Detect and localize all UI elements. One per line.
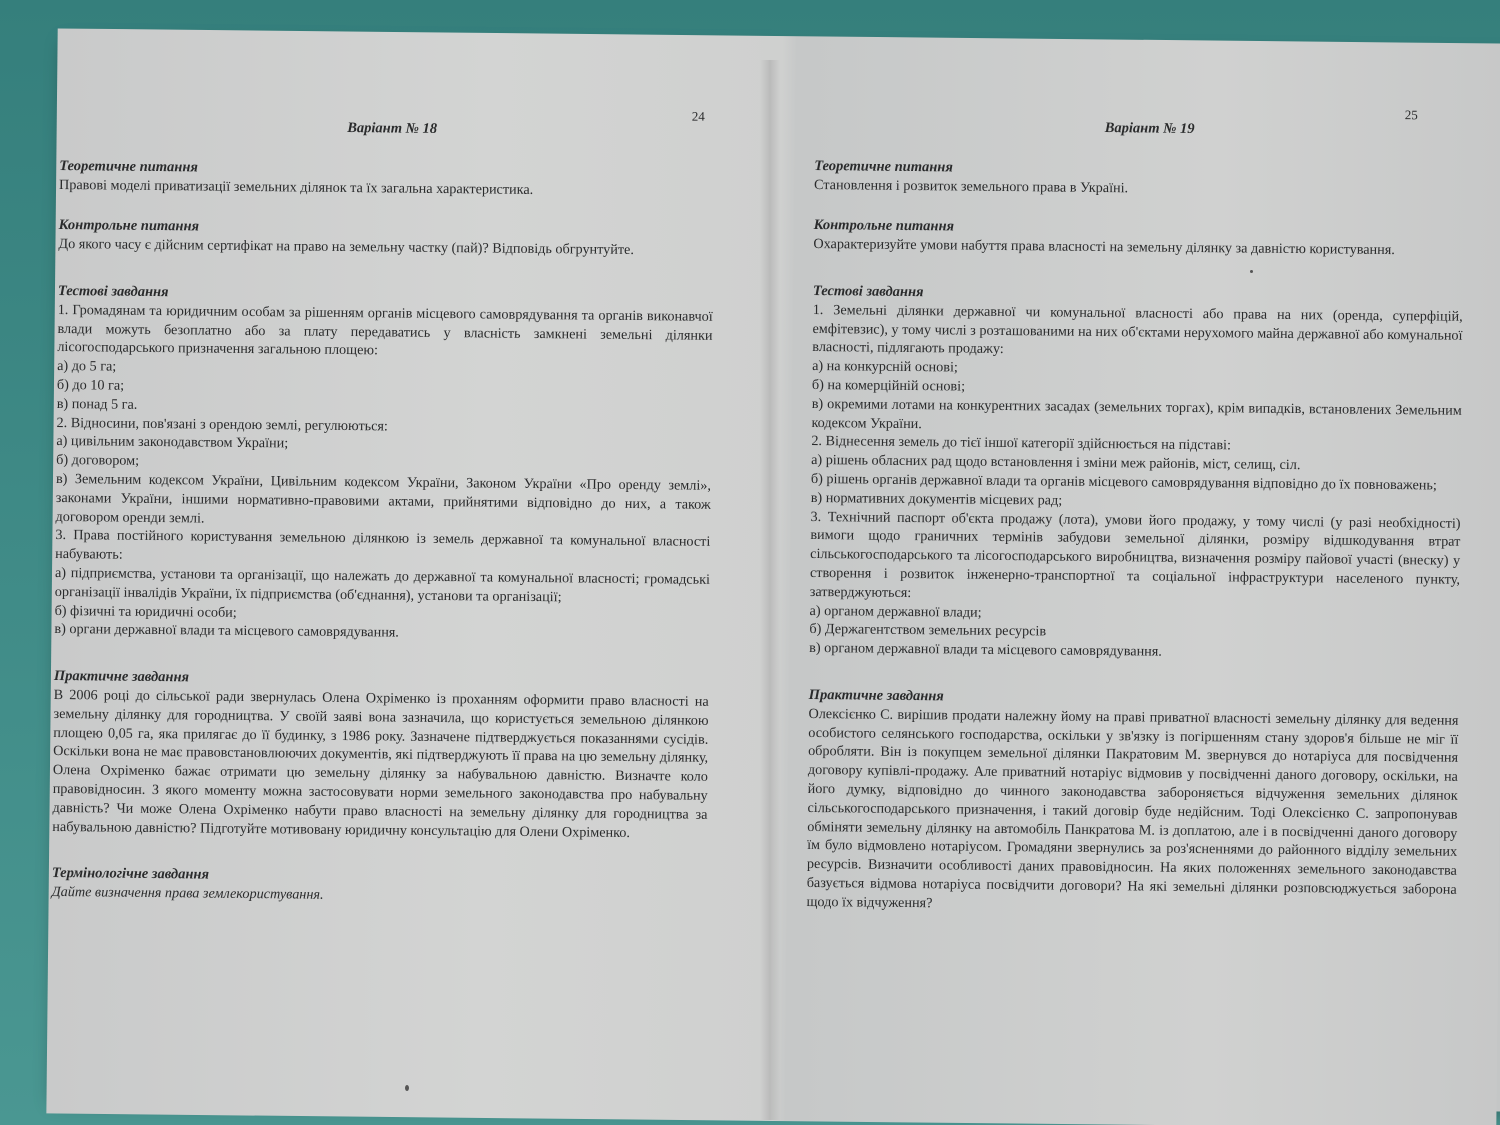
page-number: 24 xyxy=(691,108,705,124)
test-item: в) органом державної влади та місцевого самоврядування. xyxy=(809,640,1162,660)
test-item: а) підприємства, установи та організації, що належать до державної та комунальної власності; громадські організації інвалідів України, їх підприємства (об'єднання), установи та організації; xyxy=(54,564,711,606)
test-item: 3. Права постійного користування земельною ділянкою із земель державної та комунальної власності набувають: xyxy=(55,527,711,563)
test-item: 2. Відносини, пов'язані з орендою землі, регулюються: xyxy=(56,414,389,435)
page-number: 25 xyxy=(1404,107,1418,123)
test-item: б) Держагентством земельних ресурсів xyxy=(809,621,1047,640)
practice-text: В 2006 році до сільської ради звернулась Олена Охріменко із проханням оформити право власності на земельну ділянку для городництва. У своїй заяві вона зазначила, що користується земельною ділянкою площею 0,05 га, яка прилягає до її будинку, з 1986 року. Зазначене підтверджується показаннями сусідів. Оскільки вона не має правовстановлюючих документів, які підтверджують її права на цю земельну ділянку, Олена Охріменко бажає отримати цю земельну ділянку за набувальною давністю. Визначте коло правовідносин. З якого моменту можна застосовувати норми земельного законодавства про набувальну давність? Чи може Олена Охріменко набути право власності на земельну ділянку для городництва за набувальною давністю? Підготуйте мотивовану юридичну консультацію для Олени Охріменко. xyxy=(52,686,709,841)
ink-dot xyxy=(1250,270,1253,273)
variant-title: Варіант № 19 xyxy=(1104,120,1195,137)
test-item: в) Земельним кодексом України, Цивільним кодексом України, Законом України «Про оренду землі», законами України, іншими нормативно-правовими актами, прийнятими відповідно до них, а також договором оренди землі. xyxy=(55,470,712,527)
test-item: в) понад 5 га. xyxy=(56,395,138,413)
test-item: а) на конкурсній основі; xyxy=(812,358,958,376)
left-page xyxy=(52,96,715,909)
right-page xyxy=(806,94,1465,918)
test-item: б) фізичні та юридичні особи; xyxy=(54,602,237,621)
test-item: б) на комерційній основі; xyxy=(811,376,966,395)
control-text: Охарактеризуйте умови набуття права власності на земельну ділянку за давністю користування. xyxy=(813,236,1395,259)
control-text: До якого часу є дійсним сертифікат на право на земельну частку (пай)? Відповідь обгрунтуйте. xyxy=(58,236,635,259)
test-item: а) рішень обласних рад щодо встановлення і зміни меж районів, міст, селищ, сіл. xyxy=(811,452,1301,474)
test-item: 1. Земельні ділянки державної чи комунальної власності або права на них (оренда, суперфіцій, емфітевзис), у тому числі з розташованими на них об'єктами нерухомого майна державної або комунальної власності, підлягають продажу: xyxy=(812,301,1463,358)
test-item: в) нормативних документів місцевих рад; xyxy=(810,489,1063,509)
ink-dot xyxy=(405,1085,409,1091)
terms-text: Дайте визначення права землекористування. xyxy=(51,884,324,903)
terms-heading: Термінологічне завдання xyxy=(51,865,210,883)
booklet-fold xyxy=(760,60,780,1120)
theory-heading: Теоретичне питання xyxy=(59,157,198,176)
test-item: б) до 10 га; xyxy=(56,376,125,394)
test-item: а) до 5 га; xyxy=(57,358,117,375)
control-heading: Контрольне питання xyxy=(813,217,955,235)
test-item: б) рішень органів державної влади та органів місцевого самоврядування відповідно до їх повноважень; xyxy=(810,470,1437,494)
test-item: 2. Віднесення земель до тієї іншої категорії здійснюється на підставі: xyxy=(811,433,1232,454)
variant-title: Варіант № 18 xyxy=(347,120,438,137)
test-item: в) окремими лотами на конкурентних засадах (земельних торгах), крім випадків, встановлених Земельним кодексом України. xyxy=(811,395,1462,432)
control-heading: Контрольне питання xyxy=(58,217,200,235)
theory-heading: Теоретичне питання xyxy=(814,157,953,176)
theory-text: Становлення і розвиток земельного права в Україні. xyxy=(813,176,1129,196)
test-item: а) органом державної влади; xyxy=(809,602,982,621)
test-item: 1. Громадянам та юридичним особам за рішенням органів місцевого самоврядування та органів виконавчої влади можуть безоплатно або за плату передаватись у власність замкнені земельні ділянки лісогосподарського призначення загальною площею: xyxy=(57,301,713,359)
practice-text: Олексієнко С. вирішив продати належну йому на праві приватної власності земельну ділянку для ведення особистого селянського господарства, оскільки у зв'язку із погіршенням стану здоров'я більше не міг її обробляти. Він із покупцем земельної ділянки Пакратовим М. звернувся до нотаріуса для посвідчення договору купівлі-продажу. Але приватний нотаріус відмовив у посвідченні даного договору, оскільки, на його думку, відповідно до чинного законодавства забороняється відчуження земельних ділянок сільськогосподарського призначення, і такий договір буде недійсним. Тоді Олексієнко С. запропонував обміняти земельну ділянку на автомобіль Панкратова М. із доплатою, але і в посвідченні даного договору їм було відмовлено нотаріусом. Громадяни звернулись за роз'ясненнями до районного відділу земельних ресурсів. Визначити особливості даних правовідносин. На яких положеннях земельного законодавства базується відмова нотаріуса посвідчити договори? На які земельні ділянки розповсюджується заборона щодо їх відчуження? xyxy=(806,705,1459,911)
tests-heading: Тестові завдання xyxy=(812,282,924,301)
test-item: б) договором; xyxy=(56,452,140,470)
theory-text: Правові моделі приватизації земельних ділянок та їх загальна характеристика. xyxy=(58,176,534,198)
tests-heading: Тестові завдання xyxy=(57,282,169,301)
test-item: в) органи державної влади та місцевого самоврядування. xyxy=(54,621,399,641)
practice-heading: Практичне завдання xyxy=(808,686,944,705)
practice-heading: Практичне завдання xyxy=(53,668,190,686)
test-item: 3. Технічний паспорт об'єкта продажу (лота), умови його продажу, у тому числі (у разі необхідності) вимоги щодо граничних термінів забудови земельної ділянки, розміру відшкодування втрат сільськогосподарського та лісогосподарського виробництва, визначення розміру пайової участі (внеску) у створення і розвиток інженерно-транспортної та соціальної інфраструктури населеного пункту, затверджуються: xyxy=(809,508,1461,601)
test-item: а) цивільним законодавством України; xyxy=(56,433,289,452)
